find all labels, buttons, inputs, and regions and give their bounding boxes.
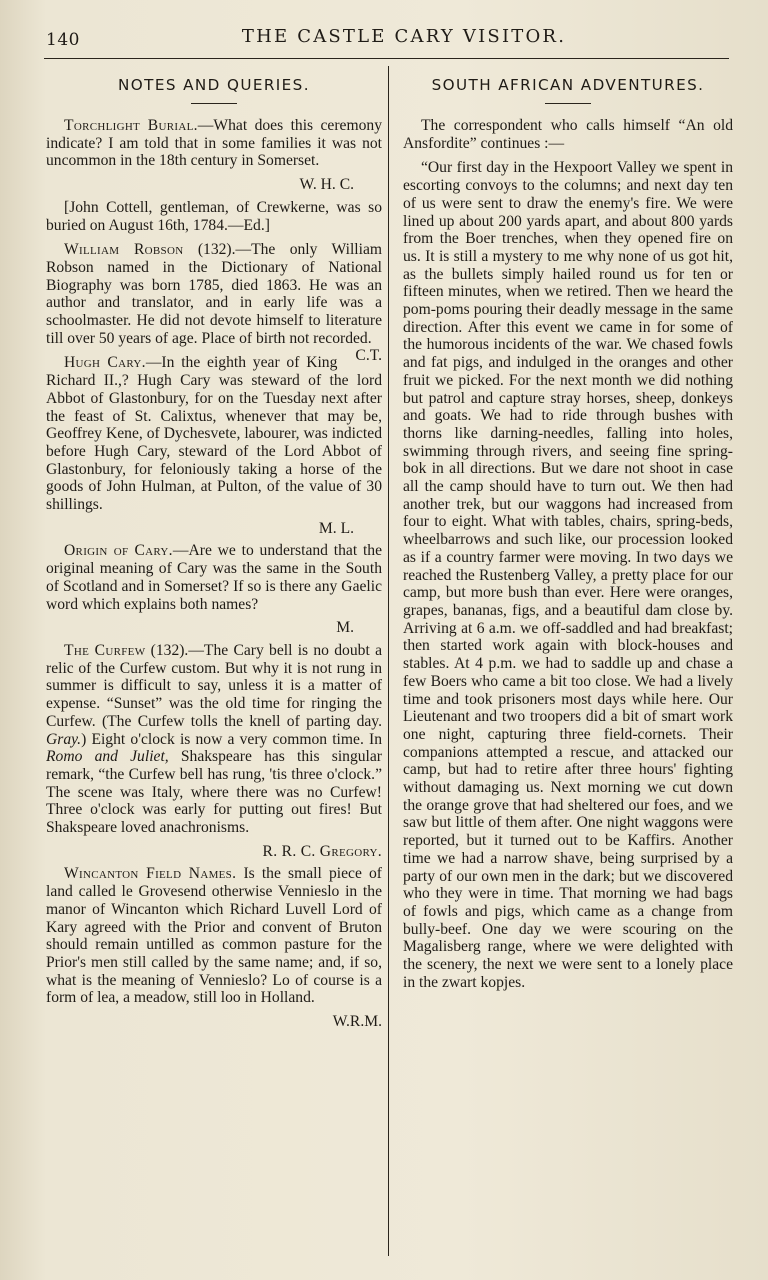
curfew-entry: [46, 642, 382, 837]
adventures-body: “Our first day in the Hexpoort Valley we spent in escorting convoys to the columns; and next day ten of us were sent to draw the enemy's fire. We were lined up about 200 yards apart, and about 800 yards from the Boer trenches, when they opened fire on us. It is still a mystery to me why none of us got hit, as the bullets simply hailed round us for ten or fifteen minutes, when we retired. Then we heard the pom-poms pouring their deadly message in the same direction. After this event we came in for some of the humorous incidents of the war. We chased fowls and fat pigs, and indulged in the oranges and other fruit we picked. For the next month we did nothing but patrol and capture stray horses, sheep, donkeys and goats. We had to ride through bushes with thorns like darning-needles, falling into holes, swimming through rivers, and seeing fine spring-bok in all directions. But we dare not shoot in case all the camp should have to turn out. We then had another trek, but our waggons had increased from four to eight. What with tables, chairs, spring-beds, wheelbarrows and such like, our procession looked as if a country farmer were moving. In two days we reached the Rustenberg Valley, a pretty place for our camp, but more bush than ever. Here were oranges, grapes, bananas, figs, and a beautiful dam close by. Arriving at 6 a.m. we off-saddled and had breakfast; then started work again with block-houses and stables. At 4 p.m. we had to saddle up and chase a few Boers who came a bit too close. We had a lively time and took prisoners most days while here. Our Lieutenant and two troopers did a bit of smart work one night, capturing three field-cornets. Their companions attempted a rescue, and attacked our camp, but had to retire after three hours' fighting without damaging us. Next morning we cut down the orange grove that had sheltered our foes, and we saw but little of them after. One night waggons were reported, but it turned out to be Kaffirs. Another time we had a narrow shave, being surprised by a party of our own men in the dark; but we discovered who they were in time. That morning we had bags of fowls and pigs, which came as a change from bully-beef. One day we were scouring on the Magalisberg range, where we were delighted with the scenery, the next we were sent to a lonely place in the zwart kopjes.: [403, 159, 733, 991]
column-divider: [388, 66, 389, 1256]
journal-title: THE CASTLE CARY VISITOR.: [241, 26, 567, 47]
torchlight-heading: Torchlight Burial.: [64, 117, 198, 134]
curfew-text-1: (132).—The Cary bell is no doubt a relic of the Curfew custom. But why it is not rung in summer is difficult to say, unless it is a matter of expense. “Sunset” was the old time for ringing the Curfew. (The Curfew tolls the knell of parting day.: [46, 641, 382, 730]
adventures-intro: The correspondent who calls himself “An old Ansfordite” continues :—: [403, 117, 733, 152]
curfew-romeo: Romo and Juliet,: [46, 748, 169, 766]
notes-section-title: NOTES AND QUERIES.: [118, 76, 310, 94]
wincanton-signature: W.R.M.: [332, 1013, 382, 1031]
wincanton-entry: [46, 865, 382, 1007]
hugh-cary-entry: [46, 354, 382, 513]
notes-title-rule: [191, 103, 237, 104]
origin-entry: [46, 542, 382, 613]
page-number: 140: [46, 30, 80, 50]
robson-text: (132).—The only William Robson named in the Dictionary of National Biography was born 1785, died 1863. He was an author and translator, and in early life was a schoolmaster. He did not devote himself to literature till over 50 years of age. Place of birth not recorded.: [46, 241, 382, 347]
curfew-text-3: Shakspeare has this singular remark, “the Curfew bell has rung, 'tis three o'clock.” The scene was Italy, where there was no Curfew! Three o'clock was early for putting out fires! But Shakspeare loved anachronisms.: [46, 748, 382, 837]
wincanton-heading: Wincanton Field Names.: [64, 865, 237, 883]
adventures-title-rule: [545, 103, 591, 104]
robson-signature: C.T.: [355, 347, 382, 365]
torchlight-text: —What does this ceremony indicate? I am told that in some families it was not uncommon in the 18th century in Somerset.: [46, 117, 382, 170]
wincanton-text: Is the small piece of land called le Grovesend otherwise Vennieslo in the manor of Wincanton which Richard Luvell Lord of Kary agreed with the Prior and convent of Bruton should remain untilled as common pasture for the Prior's men still called by the same name; and, if so, what is the meaning of Vennieslo? Lo of course is a form of lea, a meadow, still loo in Holland.: [46, 865, 382, 1007]
curfew-gray: Gray.: [46, 730, 82, 748]
notes-and-queries-column: [46, 70, 382, 1270]
origin-text: —Are we to understand that the original meaning of Cary was the same in the South of Scotland and in Somerset? If so is there any Gaelic word which explains both names?: [46, 542, 382, 613]
torchlight-signature: W. H. C.: [299, 176, 354, 194]
curfew-signature: R. R. C. Gregory.: [262, 842, 382, 860]
origin-heading: Origin of Cary.: [64, 542, 173, 560]
adventures-section-title: SOUTH AFRICAN ADVENTURES.: [431, 76, 705, 94]
hugh-cary-heading: Hugh Cary.: [64, 354, 146, 372]
curfew-heading: The Curfew: [64, 641, 146, 659]
hugh-cary-text: —In the eighth year of King Richard II.,? Hugh Cary was steward of the lord Abbot of Glastonbury, for on the Tuesday next after the feast of St. Calixtus, whenever that may be, Geoffrey Kene, of Dychesvete, labourer, was indicted before Hugh Cary, steward of the Lord Abbot of Glastonbury, for feloniously taking a horse of the goods of John Hulman, at Pulton, of the value of 30 shillings.: [46, 354, 382, 514]
south-african-adventures-column: [403, 70, 733, 1270]
curfew-text-2: ) Eight o'clock is now a very common time. In: [81, 730, 382, 748]
cottell-entry: [John Cottell, gentleman, of Crewkerne, was so buried on August 16th, 1784.—Ed.]: [46, 198, 382, 234]
origin-signature: M.: [336, 619, 354, 637]
torchlight-entry: [46, 117, 382, 170]
header-rule: [44, 58, 729, 59]
robson-heading: William Robson: [64, 241, 184, 259]
hugh-cary-signature: M. L.: [318, 519, 354, 537]
